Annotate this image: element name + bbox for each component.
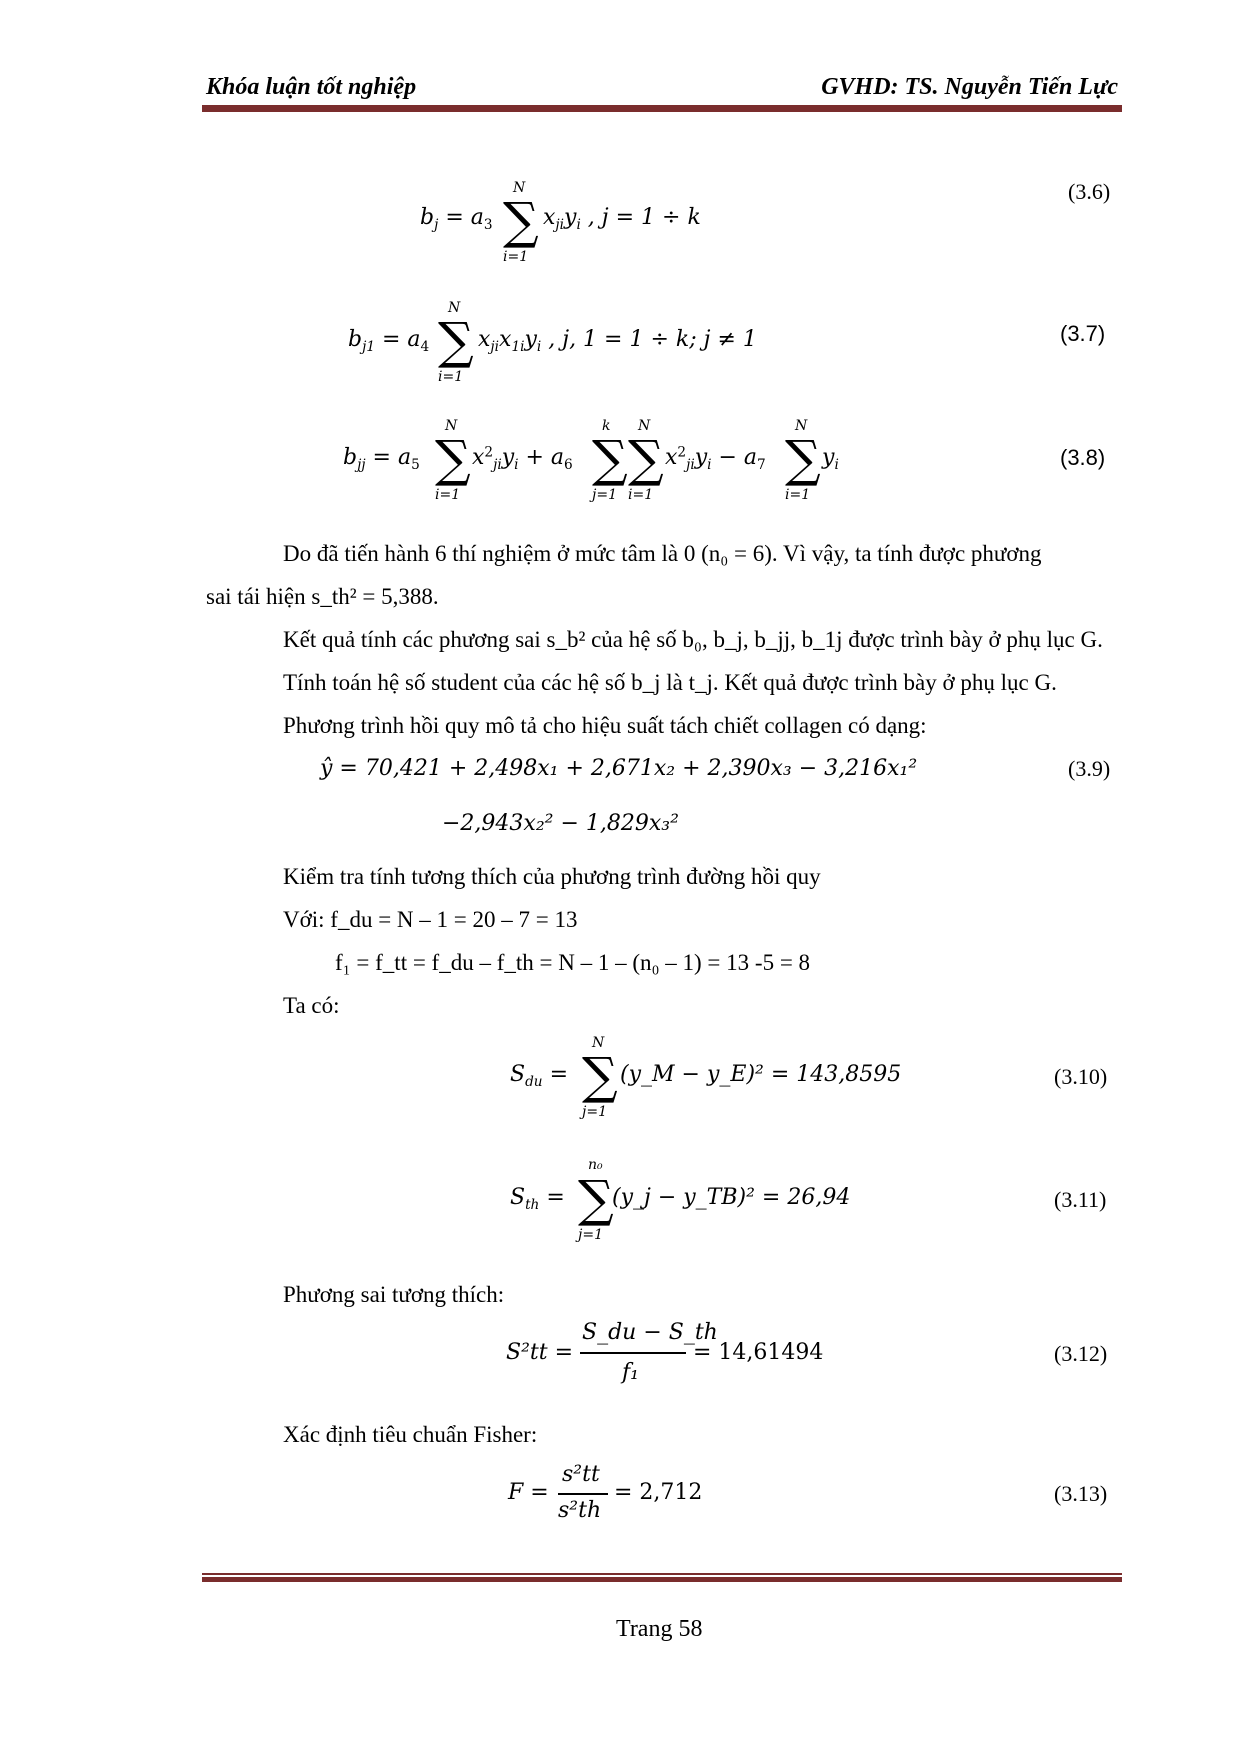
equation-number: (3.10) (1054, 1064, 1108, 1089)
header-right: GVHD: TS. Nguyễn Tiến Lực (821, 74, 1118, 100)
equation-number: (3.11) (1054, 1187, 1107, 1212)
paragraph-line: Do đã tiến hành 6 thí nghiệm ở mức tâm là 0 (n₀ = 6). Vì vậy, ta tính được phương (283, 541, 1042, 566)
paragraph-line: Phương sai tương thích: (283, 1282, 505, 1307)
paragraph-line: Tính toán hệ số student của các hệ số b_j là t_j. Kết quả được trình bày ở phụ lục G. (283, 670, 1057, 695)
equation-number: (3.12) (1054, 1341, 1108, 1366)
footer-rule-top (202, 1573, 1122, 1575)
footer-rule-bottom (202, 1577, 1122, 1582)
page-number: Trang 58 (616, 1616, 703, 1642)
paragraph-line: Phương trình hồi quy mô tả cho hiệu suất tách chiết collagen có dạng: (283, 713, 927, 738)
paragraph-line: Với: f_du = N – 1 = 20 – 7 = 13 (283, 907, 578, 932)
equation-number: (3.13) (1054, 1481, 1108, 1506)
header-left: Khóa luận tốt nghiệp (206, 74, 417, 100)
equation-number: (3.6) (1068, 179, 1111, 204)
paragraph-line: Xác định tiêu chuẩn Fisher: (283, 1422, 538, 1447)
paragraph-line: Kiểm tra tính tương thích của phương trình đường hồi quy (283, 864, 821, 889)
paragraph-line: Kết quả tính các phương sai s_b² của hệ số b₀, b_j, b_jj, b_1j được trình bày ở phụ lục G. (283, 627, 1103, 652)
paragraph-line: sai tái hiện s_th² = 5,388. (206, 584, 439, 609)
paragraph-line: Ta có: (283, 993, 340, 1018)
equation-number: (3.9) (1068, 756, 1111, 781)
header-rule (202, 105, 1122, 112)
equation-number: (3.8) (1060, 445, 1106, 470)
paragraph-line: f₁ = f_tt = f_du – f_th = N – 1 – (n₀ – 1) = 13 -5 = 8 (335, 950, 811, 975)
equation-number: (3.7) (1060, 321, 1106, 346)
